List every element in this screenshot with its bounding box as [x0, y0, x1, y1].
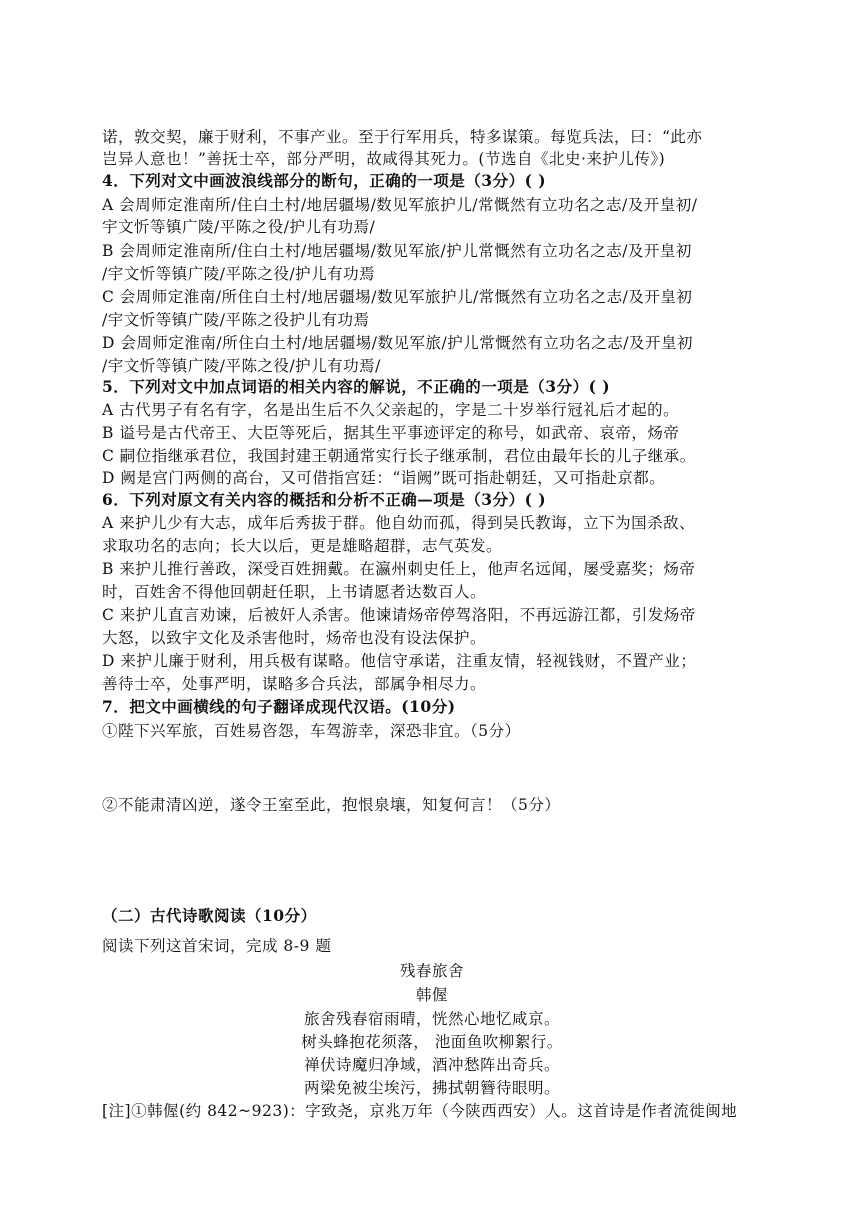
question-7-stem: 7．把文中画横线的句子翻译成现代汉语。(10分): [102, 697, 456, 716]
q5-option-d: D 阙是宫门两侧的高台，又可借指宫廷：“诣阙”既可指赴朝廷，又可指赴京都。: [102, 469, 666, 487]
passage-line: 诺，敦交契，廉于财利，不事产业。至于行军用兵，特多谋策。每览兵法，曰：“此亦: [102, 128, 703, 146]
q4-option-b-cont: /宇文忻等镇广陵/平陈之役/护儿有功焉: [102, 265, 376, 283]
q7-sentence-2: ②不能肃清凶逆，遂令王室至此，抱恨泉壤，知复何言！（5分）: [102, 796, 561, 814]
passage-line: 岂异人意也！”善抚士卒，部分严明，故咸得其死力。(节选自《北史·来护儿传》): [102, 150, 666, 168]
q7-sentence-1: ①陛下兴军旅，百姓易咨怨，车驾游幸，深恐非宜。（5分）: [102, 722, 521, 740]
poem-author: 韩偓: [415, 986, 448, 1004]
poem-line: 禅伏诗魔归净域，酒冲愁阵出奇兵。: [303, 1056, 560, 1074]
q6-option-c: C 来护儿直言劝谏，后被奸人杀害。他谏请炀帝停驾洛阳，不再远游江都，引发炀帝: [102, 606, 696, 624]
q4-option-b: B 会周师定淮南所/住白土村/地居疆埸/数见军旅/护儿常慨然有立功名之志/及开皇初: [102, 242, 692, 260]
section-title: （二）古代诗歌阅读（10分）: [102, 906, 317, 925]
poem-line: 树头蜂抱花须落， 池面鱼吹柳絮行。: [301, 1033, 563, 1051]
poem-line: 旅舍残春宿雨晴，恍然心地忆咸京。: [303, 1010, 560, 1028]
section-intro: 阅读下列这首宋词，完成 8-9 题: [102, 937, 332, 955]
q6-option-d: D 来护儿廉于财利，用兵极有谋略。他信守承诺，注重友情，轻视钱财，不置产业；: [102, 652, 697, 670]
q6-option-b: B 来护儿推行善政，深受百姓拥戴。在瀛州刺史任上，他声名远闻，屡受嘉奖；炀帝: [102, 560, 696, 578]
q4-option-a-cont: 宇文忻等镇广陵/平陈之役/护儿有功焉/: [102, 218, 376, 236]
q5-option-b: B 谥号是古代帝王、大臣等死后，据其生平事迹评定的称号，如武帝、哀帝，炀帝: [102, 424, 680, 442]
q4-option-a: A 会周师定淮南所/住白土村/地居疆埸/数见军旅护儿/常慨然有立功名之志/及开皇初/: [102, 196, 698, 214]
q5-option-a: A 古代男子有名有字，名是出生后不久父亲起的，字是二十岁举行冠礼后才起的。: [102, 401, 680, 419]
question-4-stem: 4．下列对文中画波浪线部分的断句，正确的一项是（3分）( ): [102, 171, 547, 190]
question-5-stem: 5．下列对文中加点词语的相关内容的解说，不正确的一项是（3分）( ): [102, 377, 611, 396]
q6-option-d-cont: 善待士卒，处事严明，谋略多合兵法，部属争相尽力。: [102, 675, 487, 693]
q4-option-d: D 会周师定淮南/所住白土村/地居疆埸/数见军旅/护儿常慨然有立功名之志/及开皇初: [102, 334, 693, 352]
question-6-stem: 6．下列对原文有关内容的概括和分析不正确—项是（3分）( ): [102, 490, 547, 509]
q4-option-c-cont: /宇文忻等镇广陵/平陈之役护儿有功焉: [102, 311, 370, 329]
poem-line: 两梁免被尘埃污，拂拭朝簪待眼明。: [303, 1079, 560, 1097]
poem-note: [注]①韩偓(约 842~923)：字致尧，京兆万年（今陕西西安）人。这首诗是作者流徙闽地: [102, 1102, 738, 1120]
q4-option-d-cont: /宇文忻等镇广陵/平陈之役/护儿有功焉/: [102, 357, 381, 375]
q6-option-a-cont: 求取功名的志向；长大以后，更是雄略超群，志气英发。: [102, 537, 503, 555]
q6-option-a: A 来护儿少有大志，成年后秀拔于群。他自幼而孤，得到吴氏教诲，立下为国杀敌、: [102, 514, 696, 532]
q5-option-c: C 嗣位指继承君位，我国封建王朝通常实行长子继承制，君位由最年长的儿子继承。: [102, 447, 696, 465]
q4-option-c: C 会周师定淮南/所住白土村/地居疆埸/数见军旅护儿/常慨然有立功名之志/及开皇初: [102, 288, 693, 306]
q6-option-c-cont: 大怒，以致宇文化及杀害他时，炀帝也没有设法保护。: [102, 629, 487, 647]
q6-option-b-cont: 时，百姓舍不得他回朝赶任职，上书请愿者达数百人。: [102, 583, 487, 601]
poem-title: 残春旅舍: [399, 962, 464, 980]
